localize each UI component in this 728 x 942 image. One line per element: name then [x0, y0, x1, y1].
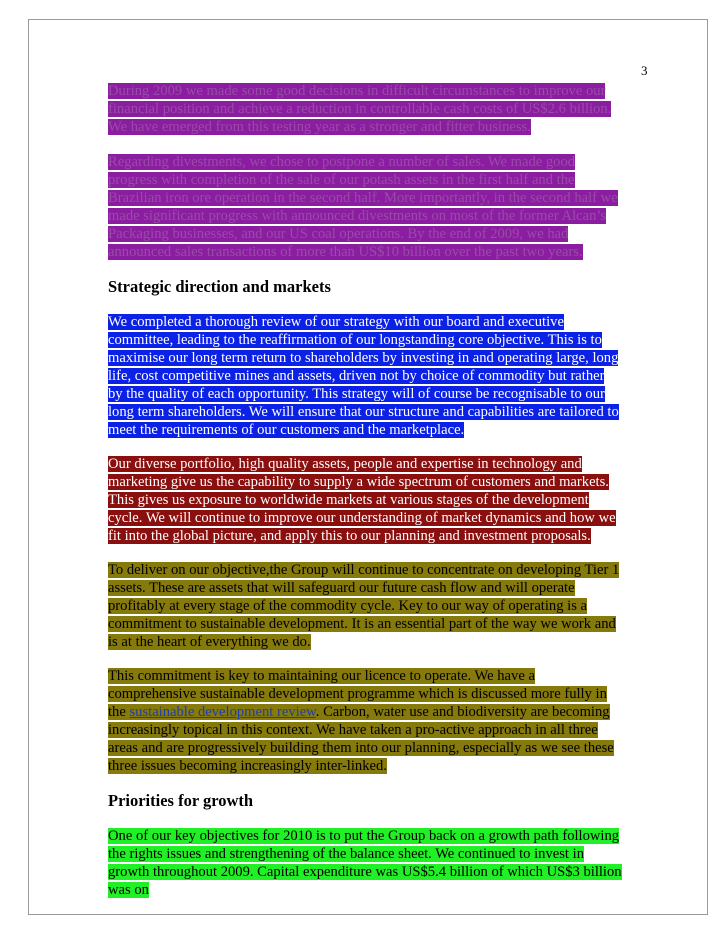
highlight-darkred: Our diverse portfolio, high quality assets, people and expertise in technology and marketing give us the capability to supply a wide spectrum of customers and markets. This gives us exposure to worldwide markets at various stages of the development cycle. We will continue to improve our understanding of market dynamics and how we fit into the global picture, and apply this to our planning and investment proposals.	[108, 456, 616, 544]
highlight-green: One of our key objectives for 2010 is to put the Group back on a growth path following the rights issues and strengthening of the balance sheet. We continued to invest in growth throughout 2009. Capital expenditure was US$5.4 billion of which US$3 billion was on	[108, 828, 622, 898]
highlight-purple: During 2009 we made some good decisions in difficult circumstances to improve our financial position and achieve a reduction in controllable cash costs of US$2.6 billion. We have emerged from this testing year as a stronger and fitter business.	[108, 83, 612, 135]
paragraph-tier1-assets	[108, 561, 622, 651]
paragraph-strategy-review	[108, 313, 622, 439]
heading-strategic-direction: Strategic direction and markets	[108, 277, 331, 296]
sustainable-development-review-link[interactable]: sustainable development review	[129, 704, 316, 720]
paragraph-diverse-portfolio	[108, 455, 622, 545]
highlight-purple: Regarding divestments, we chose to postpone a number of sales. We made good progress with completion of the sale of our potash assets in the first half and the Brazilian iron ore operation in the second half. More importantly, in the second half we made significant progress with announced divestments on most of the former Alcan’s Packaging businesses, and our US coal operations. By the end of 2009, we had announced sales transactions of more than US$10 billion over the past two years.	[108, 154, 618, 260]
document-body	[108, 82, 622, 915]
paragraph-growth-path	[108, 827, 622, 899]
paragraph-cost-reduction	[108, 82, 622, 136]
paragraph-divestments	[108, 153, 622, 261]
paragraph-licence-to-operate	[108, 667, 622, 775]
text-segment: This commitment is key to maintaining our licence to operate. We have a comprehensive sustainable development programme which is discussed more fully in the	[108, 668, 607, 720]
highlight-olive	[108, 668, 614, 774]
heading-priorities-for-growth: Priorities for growth	[108, 791, 254, 810]
page-number: 3	[641, 63, 648, 78]
highlight-olive: To deliver on our objective,the Group will continue to concentrate on developing Tier 1 assets. These are assets that will safeguard our future cash flow and will operate profitably at every stage of the commodity cycle. Key to our way of operating is a commitment to sustainable development. It is an essential part of the way we work and is at the heart of everything we do.	[108, 562, 620, 650]
highlight-blue: We completed a thorough review of our strategy with our board and executive committee, leading to the reaffirmation of our longstanding core objective. This is to maximise our long term return to shareholders by investing in and operating large, long life, cost competitive mines and assets, driven not by choice of commodity but rather by the quality of each opportunity. This strategy will of course be recognisable to our long term shareholders. We will ensure that our structure and capabilities are tailored to meet the requirements of our customers and the marketplace.	[108, 314, 619, 438]
text-segment: . Carbon, water use and biodiversity are becoming increasingly topical in this context. We have taken a pro-active approach in all three areas and are progressively building them into our planning, especially as we see these three issues becoming increasingly inter-linked.	[108, 704, 614, 774]
